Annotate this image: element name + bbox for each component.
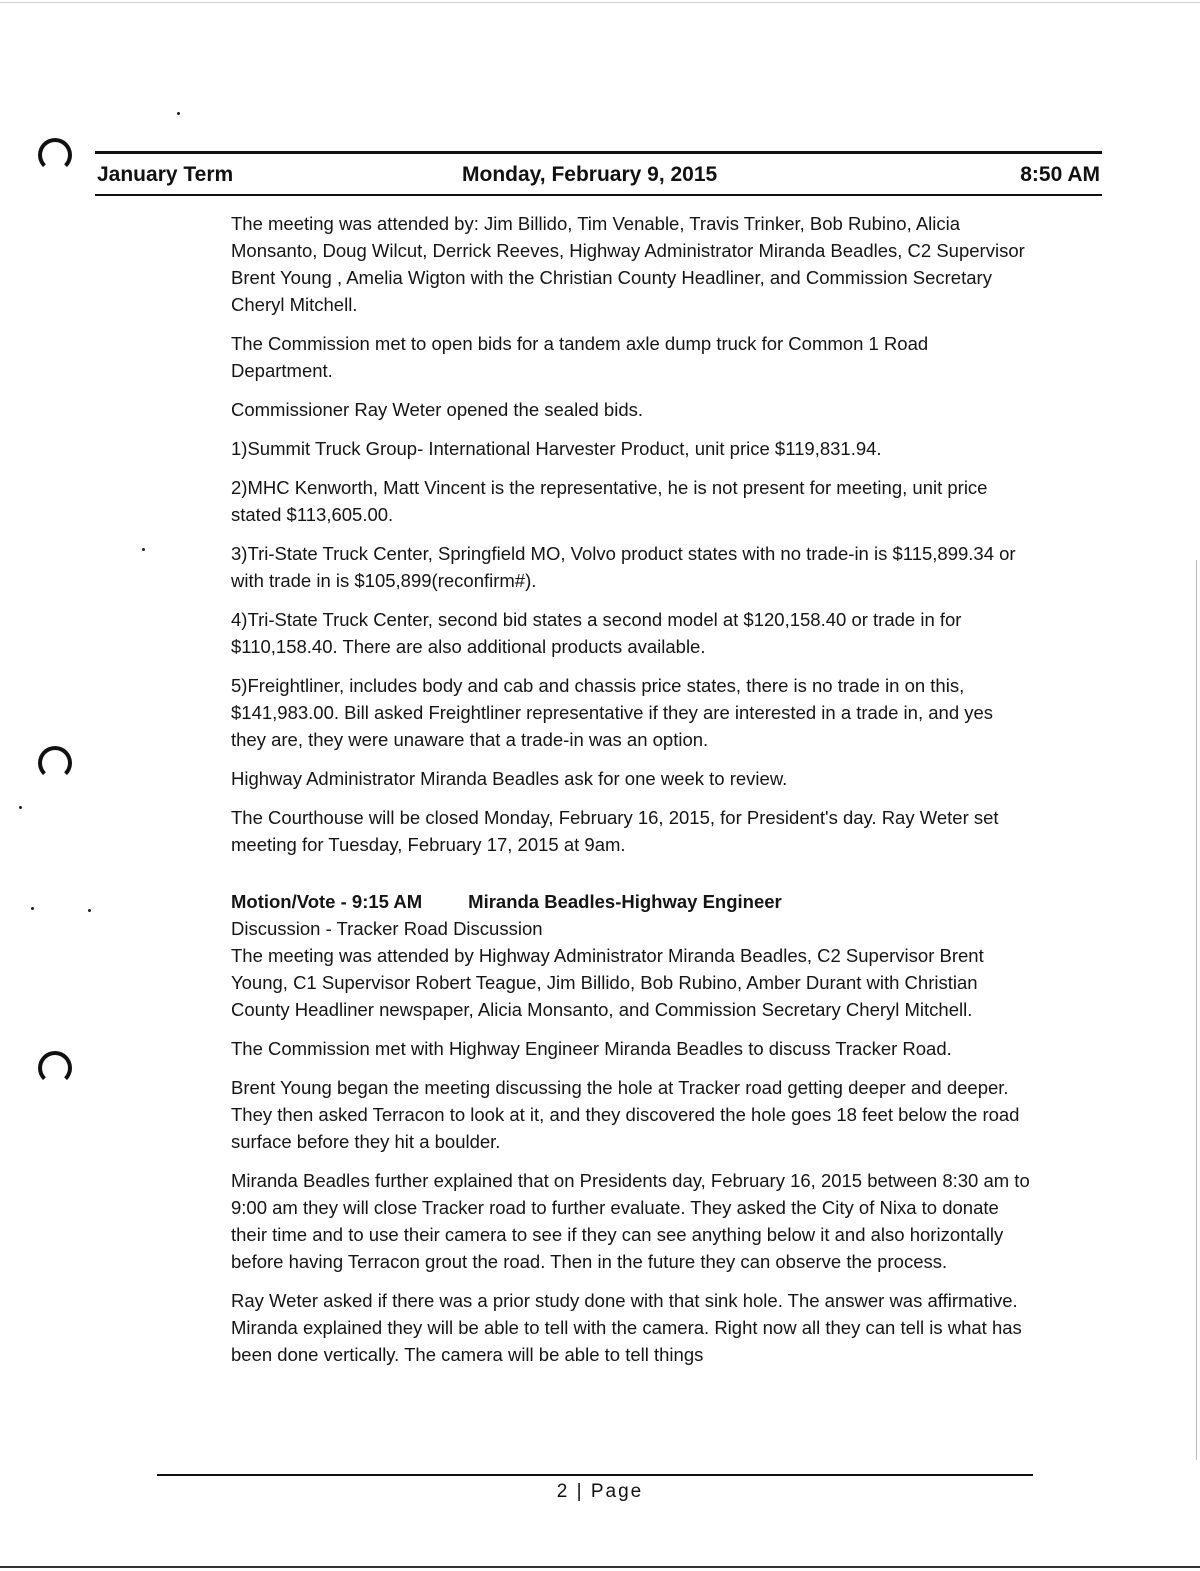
bid-item: 1)Summit Truck Group- International Harvester Product, unit price $119,831.94. <box>231 438 882 459</box>
header-time: 8:50 AM <box>1020 163 1100 186</box>
motion-label: Motion/Vote - 9:15 AM <box>231 891 423 912</box>
bid-item: 5)Freightliner, includes body and cab and chassis price states, there is no trade in on this, $141,983.00. Bill asked Freightliner representative if they are interested in a trade in, and yes they are, they were unaware that a trade-in was an option. <box>231 675 994 750</box>
header-rule-bottom <box>95 194 1102 196</box>
scan-edge-right <box>1196 560 1197 1460</box>
discussion-heading: Discussion - Tracker Road Discussion <box>231 918 543 939</box>
scan-speck <box>88 909 91 912</box>
scan-edge-bottom <box>0 1566 1200 1568</box>
punch-hole-bottom-icon <box>38 1051 72 1085</box>
punch-hole-middle-icon <box>38 746 72 780</box>
scan-speck <box>142 548 145 551</box>
review-paragraph: Highway Administrator Miranda Beadles ask for one week to review. <box>231 768 788 789</box>
scan-speck <box>19 806 22 809</box>
bid-item: 2)MHC Kenworth, Matt Vincent is the representative, he is not present for meeting, unit price stated $113,605.00. <box>231 477 988 525</box>
minutes-body <box>231 210 1031 1380</box>
attendance-paragraph: The meeting was attended by: Jim Billido, Tim Venable, Travis Trinker, Bob Rubino, Alicia Monsanto, Doug Wilcut, Derrick Reeves, Highway Administrator Miranda Beadles, C2 Supervisor Brent Young , Amelia Wigton with the Christian County Headliner, and Commission Secretary Cheryl Mitchell. <box>231 213 1025 315</box>
page-number: 2 | Page <box>556 1481 644 1502</box>
scan-edge-top <box>0 2 1200 3</box>
motion-heading <box>231 888 1031 915</box>
header-term: January Term <box>97 163 234 186</box>
purpose-paragraph: The Commission met to open bids for a tandem axle dump truck for Common 1 Road Department. <box>231 333 929 381</box>
tracker-purpose-paragraph: The Commission met with Highway Engineer Miranda Beadles to discuss Tracker Road. <box>231 1038 952 1059</box>
evaluation-paragraph: Miranda Beadles further explained that on Presidents day, February 16, 2015 between 8:30 am to 9:00 am they will close Tracker road to further evaluate. They asked the City of Nixa to donate their time and to use their camera to see if they can see anything below it and also horizontally before having Terracon grout the road. Then in the future they can observe the process. <box>231 1170 1030 1272</box>
prior-study-paragraph: Ray Weter asked if there was a prior study done with that sink hole. The answer was affirmative. Miranda explained they will be able to tell with the camera. Right now all they can tell is what has been done vertically. The camera will be able to tell things <box>231 1290 1022 1365</box>
punch-hole-top-icon <box>38 138 72 172</box>
footer-rule <box>157 1474 1033 1476</box>
bids-opened-paragraph: Commissioner Ray Weter opened the sealed bids. <box>231 399 644 420</box>
scan-speck <box>31 907 34 910</box>
bid-item: 4)Tri-State Truck Center, second bid states a second model at $120,158.40 or trade in for $110,158.40. There are also additional products available. <box>231 609 962 657</box>
attendance-paragraph-2: The meeting was attended by Highway Administrator Miranda Beadles, C2 Supervisor Brent Young, C1 Supervisor Robert Teague, Jim Billido, Bob Rubino, Amber Durant with Christian County Headliner newspaper, Alicia Monsanto, and Commission Secretary Cheryl Mitchell. <box>231 945 984 1020</box>
section-gap <box>231 870 1031 888</box>
motion-presenter: Miranda Beadles-Highway Engineer <box>468 891 782 912</box>
bid-item: 3)Tri-State Truck Center, Springfield MO, Volvo product states with no trade-in is $115,899.34 or with trade in is $105,899(reconfirm#). <box>231 543 1016 591</box>
header-date: Monday, February 9, 2015 <box>462 163 718 186</box>
header-rule-top <box>95 151 1102 154</box>
closure-paragraph: The Courthouse will be closed Monday, February 16, 2015, for President's day. Ray Weter set meeting for Tuesday, February 17, 2015 at 9am. <box>231 807 999 855</box>
hole-paragraph: Brent Young began the meeting discussing the hole at Tracker road getting deeper and deeper. They then asked Terracon to look at it, and they discovered the hole goes 18 feet below the road surface before they hit a boulder. <box>231 1077 1020 1152</box>
scan-speck <box>177 112 180 115</box>
